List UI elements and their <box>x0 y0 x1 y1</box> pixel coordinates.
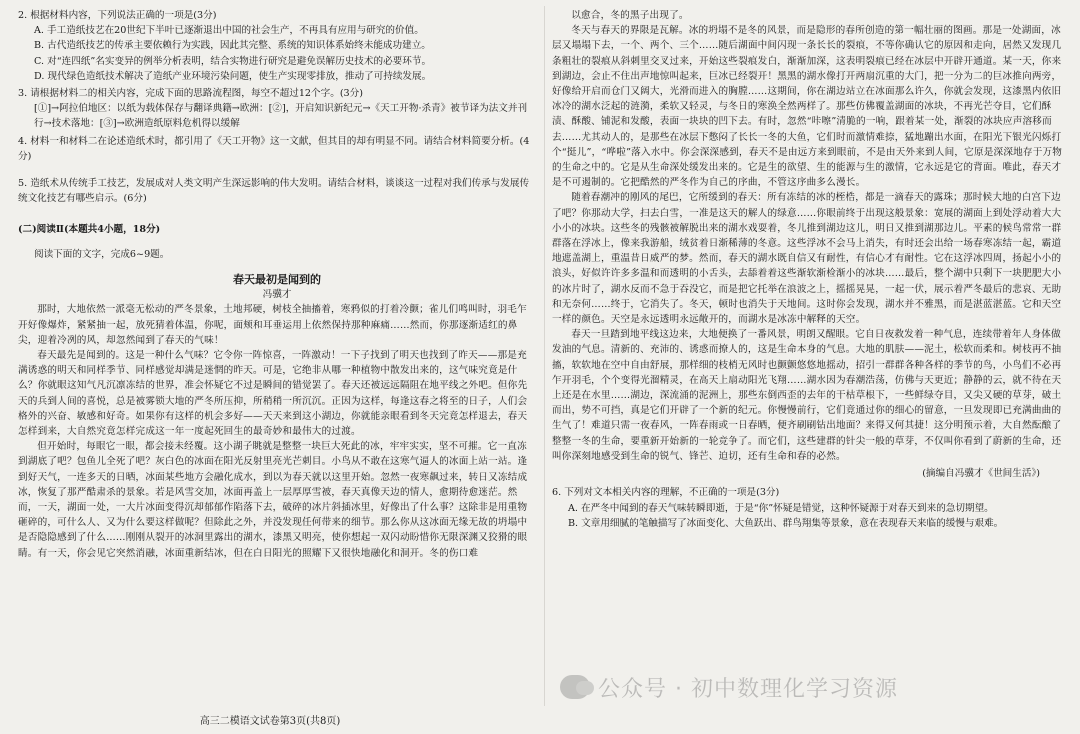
article-paragraph: 春天最先是闻到的。这是一种什么气味？它令你一阵惊喜，一阵激动！一下子找到了明天也找到了昨天——那是充满诱惑的明天和同样季节、同样感觉却满是迷惘的昨天。可是，它绝非从哪一种植物中散发出来的，这气味究竟是什么？你就眼这知气凡沉凛冻结的世界，准会怀疑它不过是瞬间的错觉罢了。春天还被远远隔阻在地平线之外吧。但你先天的兵到人间的喜悦，总是被雾锁大地的严冬所压抑，所稍稍一所沉沉。正因为这样，每逢这春之将至的日子，人们会格外的兴奋、敏感和好奇。如果你有这样的机会多好——天天来到这小湖边，你就能亲眼看到冬天完竟怎样退去，春天怎样到来，大自然究竟怎样完成这一年一度起死回生的最奇妙和最伟大的过渡。 <box>18 350 528 438</box>
wechat-icon <box>560 675 590 699</box>
question-5 <box>18 176 536 206</box>
page-footer: 高三二模语文试卷第3页(共8页) <box>199 716 341 727</box>
section-instruction: 阅读下面的文字，完成6~9题。 <box>34 249 170 261</box>
question-4-stem: 4. 材料一和材料二在论述造纸术时，都引用了《天工开物》这一文献，但其目的却有明显不同。请结合材料简要分析。(4分) <box>18 135 530 162</box>
left-column <box>18 8 536 561</box>
watermark-text: 公众号 · 初中数理化学习资源 <box>598 676 898 702</box>
section-heading: (二)阅读Ⅱ(本题共4小题，18分) <box>18 224 161 236</box>
question-2-option-a: A. 手工造纸技艺在20世纪下半叶已逐渐退出中国的社会生产，不再具有应用与研究的价值。 <box>34 25 424 37</box>
article-paragraph: 冬天与春天的界限是瓦解。冰的坍塌不是冬的风景，而是隐形的春所创造的第一幅壮丽的图画。那是一处湖面，冰层又塌塌下去，一个、两个、三个……随后湖面中间闪现一条长长的裂痕，不等你确认它的原因和走向，居然又发现几条粗壮的裂痕从斜刺里交叉过来，开始这些裂痕发白，渐渐加深，这表明裂痕已经在冰层中开辟开通道。某一天，你来到湖边，会止不住出声地惊叫起来，巨冰已经裂开！黑黑的湖水像打开两扇沉重的大门，把一分为二的巨冰推向两旁，好像给开启而仓门又阔大，光滑而进入的胸膛……这期间，你在湖边站立在冰面那么许久，你就会发现，这漆黑内依旧冰冷的湖水泛起的涟漪，柔软又轻灵，与冬日的寒涣全然两样了。那些仿佛覆盖湖面的冰块，不再光芒夺目，它们酥渍、酥酸、铺泥和发酸，表面一块块的凹下去。有时，忽然“咔嚓”清脆的一响，跟着某一处，渐裂的冰块应声溶移而去……尤其动人的，是那些在冰层下憋闷了长长一冬的大鱼，它们时而激情难捺，猛地蹦出水面，在阳光下银光闪烁打个“挺儿”，“哗啦”落入水中。你会深深感到，春天不是由远方来到眼前，不是由天外来到人间，它原是深深地存于万物的生命之中的。它是从生命深处缓发出来的。它是生的欲望、生的能源与生的激情，它永远是它的背面。唯此，春天才是不可遏制的。它把酷然的严冬作为自己的序曲，不管这序曲多么漫长。 <box>552 25 1063 189</box>
article-paragraph: 春天一旦踏到地平线这边来，大地便换了一番风景，明朗又醒眼。它自日夜救发着一种气息，连续带着年人身体做发油的气息。清新的、充沛的、诱惑而撩人的，这是生命本身的气息。大地的肌肤——泥土，松软而柔和。树枝再不抽搐，软软地在空中自由舒展，那样细的枝梢无风时也颤颤悠悠地摇动，招引一群群各种各样的季节的鸟，小鸟们不必再乍开羽毛，个个变得光溜精灵，在高天上扇动阳光飞翔……湖水因为春潮浩荡，仿佛与天更近；静静的云，就不待在天上还是在水里……湖边，深流涌的泥洲上，那些东倒西歪的去年的干枯草根下，一些鲜绿夺目，又尖又硬的草芽，破土而出，势不可挡，真是它们开辟了一个新的纪元。你慢慢前行，它们竟通过你的细心的留意，一旦发现即已充满曲曲的生气了！难道只需一夜春风，一阵春雨或一日春晒，便齐刷刷钻出地面？来得又何其捷！这分明预示着，大自然酝酿了整整一冬的生命，要重新开始新的一轮竞争了。而它们，这些建群的针尖一般的草芽，不仅叫你看到了蔚新的生命，还叫你深刻地感受到生命的锐气、锋芒、迫切，还有生命和春的必然。 <box>552 329 1062 462</box>
article-paragraph: 以愈合，冬的黑子出现了。 <box>571 10 689 21</box>
question-3 <box>18 86 536 132</box>
question-6-option-b: B. 文章用细腻的笔触描写了冰面变化、大鱼跃出、群鸟翔集等景象，意在表现春天来临的缓慢与艰难。 <box>568 517 1004 529</box>
article-paragraph: 那时，大地依然一派毫无松动的严冬景象，土地邦硬，树枝全抽搐着，寒鸦似的打着冷颤；雀儿们鸣叫时，羽毛乍开好像爆炸，紧紧抽一起，放死猜着体温，你呢，面颊和耳垂运用上依然保持那种麻痛……然而，你那逐渐适红的鼻尖，迎着冷冽的风，却忽然闻到了春天的气味！ <box>18 304 527 346</box>
question-6-stem: 6. 下列对文本相关内容的理解，不正确的一项是(3分) <box>552 487 780 499</box>
column-divider <box>544 6 545 706</box>
question-4 <box>18 134 536 164</box>
article-title: 春天最初是闻到的 <box>233 273 321 287</box>
article-paragraph: 但开始时，每眼它一眼，都会接未经覆。这小湖子眺就是整整一块巨大死此的冰，牢牢实实，坚不可摧。它一直冻到湖底了吧？包鱼儿全死了吧？灰白色的冰面在阳光反射里亮光芒刺目。小鸟从不敢在这寒气逼人的冰面上站一站。逢到好天气，一连多天的日晒，冰面某些地方会融化成水，到以为春天就以这里开始。忽然一夜寒飙过来，转日又冻结成冰，恢复了那严酷肃杀的景象。若是风雪交加，冰面再盖上一层厚厚雪被，春天真像天边的情人，愈期待愈迷茫。然而，一天，湖面一处，一大片冰面变得沉却郁郁作陷落下去，破碎的冰片斜插冰里，好像出了什么事？这除非是用重物砸碎的，可什么人、又为什么要这样做呢？但除此之外，并没发现任何带来的细节。那么你从这冰面无缘无故的坍塌中是否隐隐感到了什么……刚刚从裂开的冰洞里露出的湖水，漆黑又明亮，使你想起一双闪动盼惜你无限深渊又狡猾的眼睛。有一天，你会见它突然消融，冰面重新结冰，但在白日阳光的照耀下又很快地融化和洞开。冬的伤口难 <box>18 441 528 559</box>
question-3-flow: [①]→阿拉伯地区：以纸为载体保存与翻译典籍→欧洲：[②]，开启知识新纪元→《天工开物·杀青》被节译为法文并刊行→技术落地：[③]→欧洲造纸原料危机得以缓解 <box>34 103 528 130</box>
question-6-option-a: A. 在严冬中闻到的春天气味转瞬即逝，于是“你”怀疑是错觉，这种怀疑源于对春天到来的急切期望。 <box>568 502 994 514</box>
question-3-stem: 3. 请根据材料二的相关内容，完成下面的思路流程图，每空不超过12个字。(3分) <box>18 88 363 100</box>
question-2-stem: 2. 根据材料内容，下列说法正确的一项是(3分) <box>18 10 217 21</box>
question-2-option-c: C. 对“连四纸”名实变异的例举分析表明，结合实物进行研究是避免误解历史技术的必要环节。 <box>34 55 432 67</box>
question-6 <box>552 485 1064 531</box>
article-source: (摘编自冯骥才《世间生活》) <box>922 468 1040 480</box>
article-author: 冯骥才 <box>262 289 292 301</box>
article-paragraph: 随着春潮冲的刚风的尾巴，它所缓到的春天：所有冻结的冰的桎梏，都是一滴春天的露珠；那时候大地的白宫下边了吧？你那动大学，扫去白雪，一准是这天的解人的绿意……你眼前终于出现这般景象：宽展的湖面上到处浮动着大大小小的冰块。这些冬的残骸被解脱出来的湖水戏耍着，冬儿推到湖边这儿，明日又推到湖那边儿。平素的候鸟常常一群群落在浮冰上，像来我游船，绒贫着日渐稀薄的冬意。这些浮冰不会马上消失，有时还会出给一场春寒冻结一起，霸道地遮盖湖上，重温昔日威严的梦。然而，春天的湖水既自信又有耐性，有信心才有耐性。它在这浮冰四周，扬起小小的浪头，好似许许多多温和而透明的小舌头，去舔着着这些渐软渐检渐小的冰块……最后，整个湖中只剩下一块肥肥大小的冰片时了，湖水反而不急于吞没它，而是把它托举在浪波之上，摇摇晃晃，一起一伏，展示着严冬最后的悲哀、无助和无奈何……终于，它消失了。冬天，顿时也消失于天地间。这时你会发现，湖水并不雅黑，而是湛蓝湛蓝。它和天空一样的颜色。天空是永远透明永远敞开的，而湖水是冰冻中解释的天空。 <box>552 192 1062 326</box>
question-5-stem: 5. 造纸术从传统手工技艺，发展成对人类文明产生深远影响的伟大发明。请结合材料，谈谈这一过程对我们传承与发展传统文化技艺有哪些启示。(6分) <box>18 178 530 205</box>
right-column <box>552 8 1064 533</box>
question-2 <box>18 8 536 84</box>
question-2-option-d: D. 现代绿色造纸技术解决了造纸产业环境污染问题，使生产实现零排放，推动了可持续发展。 <box>34 70 432 82</box>
watermark <box>560 667 1060 707</box>
question-2-option-b: B. 古代造纸技艺的传承主要依赖行为实践，因此其完整、系统的知识体系始终未能成功建立。 <box>34 40 431 52</box>
